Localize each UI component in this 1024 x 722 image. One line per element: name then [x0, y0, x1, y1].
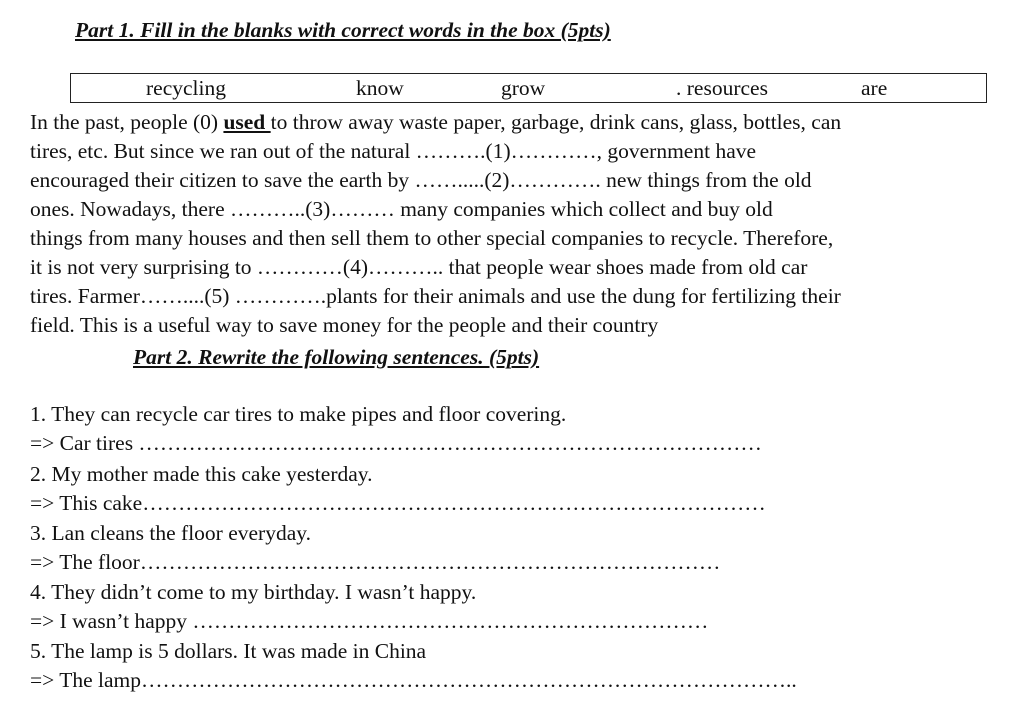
- rewrite-blank: => I wasn’t happy ………………………………………………………………: [30, 609, 709, 633]
- passage-line: encouraged their citizen to save the earth by …….....(2)…………. new things from the old: [30, 168, 812, 192]
- original-sentence: 1. They can recycle car tires to make pipes and floor covering.: [30, 402, 567, 426]
- word-box: [70, 73, 987, 103]
- passage-line: field. This is a useful way to save money for the people and their country: [30, 313, 659, 337]
- rewrite-blank: => This cake……………………………………………………………………………: [30, 491, 766, 515]
- rewrite-blank: => The floor………………………………………………………………………: [30, 550, 721, 574]
- passage-line: In the past, people (0) used to throw away waste paper, garbage, drink cans, glass, bottles, can: [30, 110, 842, 134]
- original-sentence: 2. My mother made this cake yesterday.: [30, 462, 373, 486]
- word-box-item: . resources: [676, 76, 768, 100]
- passage-line: it is not very surprising to …………(4)……….. that people wear shoes made from old car: [30, 255, 808, 279]
- word-box-item: recycling: [146, 76, 226, 100]
- example-answer: used: [223, 110, 271, 134]
- passage-line: tires. Farmer……....(5) ………….plants for their animals and use the dung for fertilizing their: [30, 284, 841, 308]
- word-box-item: know: [356, 76, 404, 100]
- word-box-item: grow: [501, 76, 546, 100]
- part2-heading: Part 2. Rewrite the following sentences. (5pts): [133, 345, 540, 369]
- rewrite-blank: => Car tires ……………………………………………………………………………: [30, 431, 762, 455]
- original-sentence: 5. The lamp is 5 dollars. It was made in China: [30, 639, 427, 663]
- part1-heading: Part 1. Fill in the blanks with correct words in the box (5pts): [75, 18, 611, 42]
- word-box-item: are: [861, 76, 888, 100]
- passage-line: ones. Nowadays, there ………..(3)……… many companies which collect and buy old: [30, 197, 773, 221]
- passage-line: things from many houses and then sell them to other special companies to recycle. Therefore,: [30, 226, 834, 250]
- rewrite-blank: => The lamp………………………………………………………………………………..: [30, 668, 797, 692]
- original-sentence: 3. Lan cleans the floor everyday.: [30, 521, 311, 545]
- original-sentence: 4. They didn’t come to my birthday. I wasn’t happy.: [30, 580, 477, 604]
- passage-line: tires, etc. But since we ran out of the natural ……….(1)…………, government have: [30, 139, 757, 163]
